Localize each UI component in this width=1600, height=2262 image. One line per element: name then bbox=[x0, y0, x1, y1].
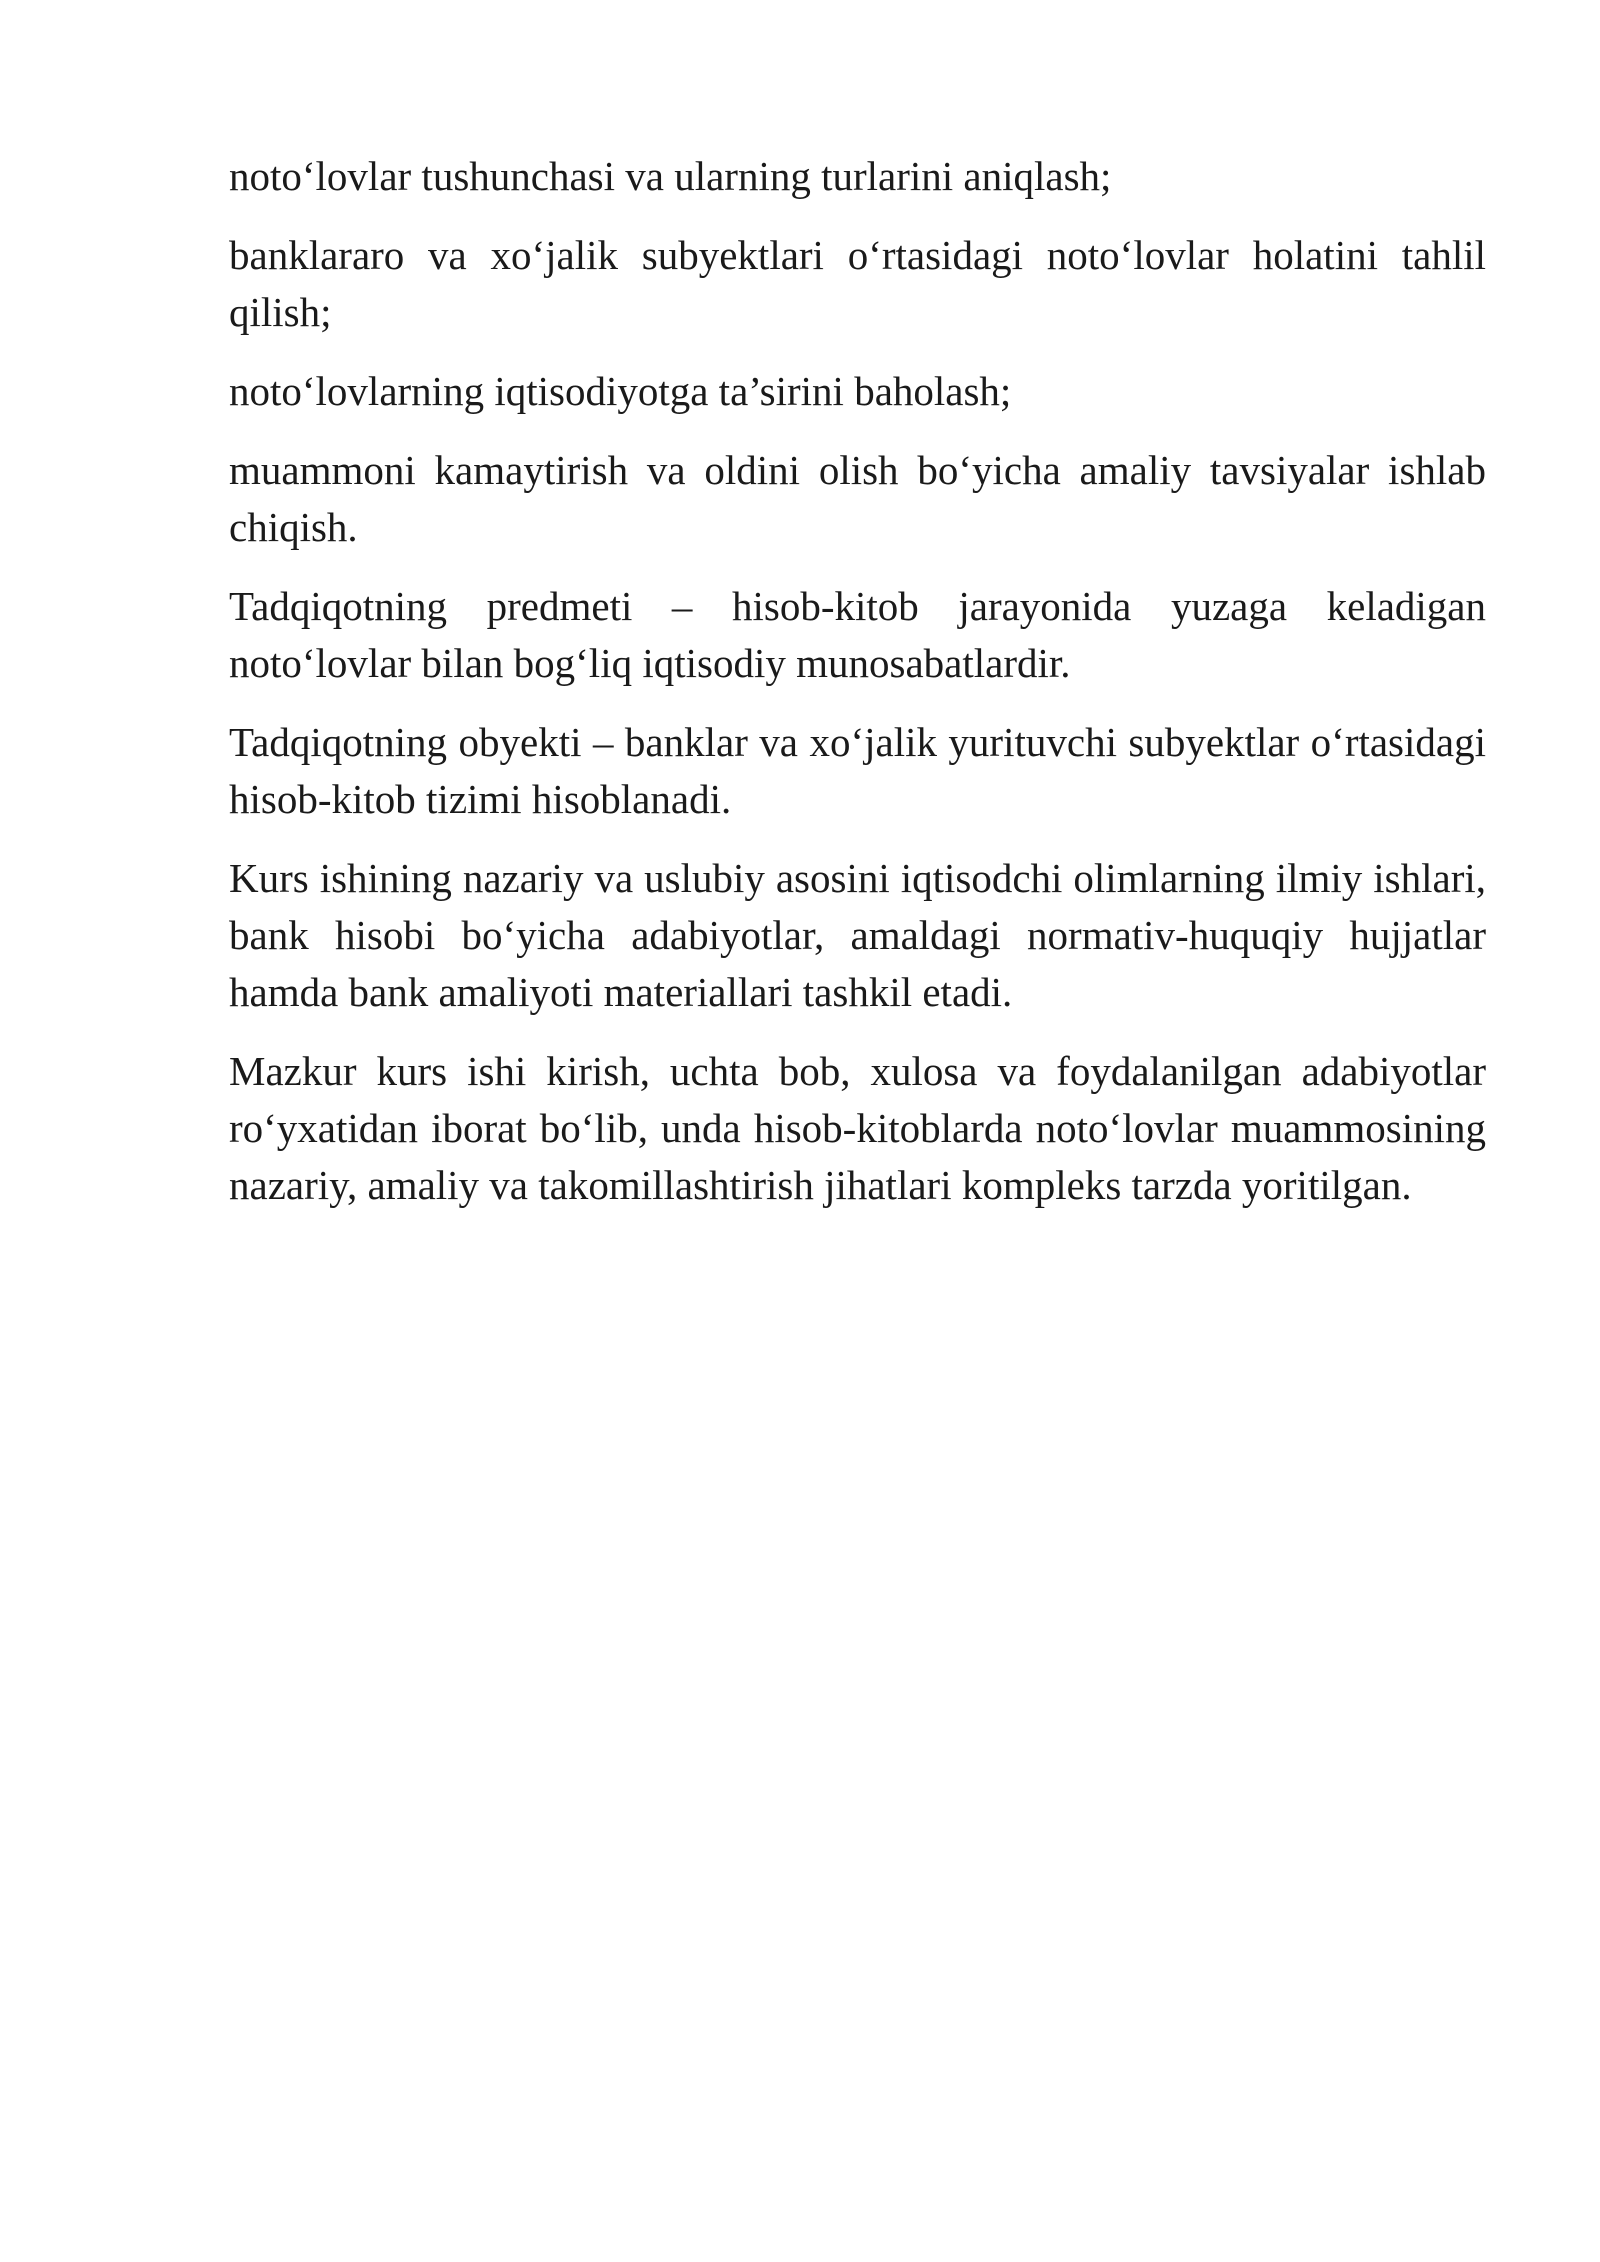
paragraph-task-2: banklararo va xo‘jalik subyektlari o‘rtasidagi noto‘lovlar holatini tahlil qilish; bbox=[229, 232, 1486, 335]
paragraph-structure: Mazkur kurs ishi kirish, uchta bob, xulosa va foydalanilgan adabiyotlar ro‘yxatidan iborat bo‘lib, unda hisob-kitoblarda noto‘lovlar muammosining nazariy, amaliy va takomillashtirish jihatlari kompleks tarzda yoritilgan. bbox=[229, 1048, 1486, 1208]
paragraph-task-4: muammoni kamaytirish va oldini olish bo‘yicha amaliy tavsiyalar ishlab chiqish. bbox=[229, 447, 1486, 550]
paragraph-research-object: Tadqiqotning obyekti – banklar va xo‘jalik yurituvchi subyektlar o‘rtasidagi hisob-kitob tizimi hisoblanadi. bbox=[229, 719, 1486, 822]
paragraph-task-1: noto‘lovlar tushunchasi va ularning turlarini aniqlash; bbox=[229, 153, 1112, 199]
paragraph-methodology: Kurs ishining nazariy va uslubiy asosini iqtisodchi olimlarning ilmiy ishlari, bank hisobi bo‘yicha adabiyotlar, amaldagi normativ-huquqiy hujjatlar hamda bank amaliyoti materiallari tashkil etadi. bbox=[229, 855, 1486, 1015]
document-body bbox=[229, 148, 1486, 1236]
paragraph-task-3: noto‘lovlarning iqtisodiyotga ta’sirini baholash; bbox=[229, 368, 1012, 414]
paragraph-research-subject: Tadqiqotning predmeti – hisob-kitob jarayonida yuzaga keladigan noto‘lovlar bilan bog‘liq iqtisodiy munosabatlardir. bbox=[229, 583, 1486, 686]
